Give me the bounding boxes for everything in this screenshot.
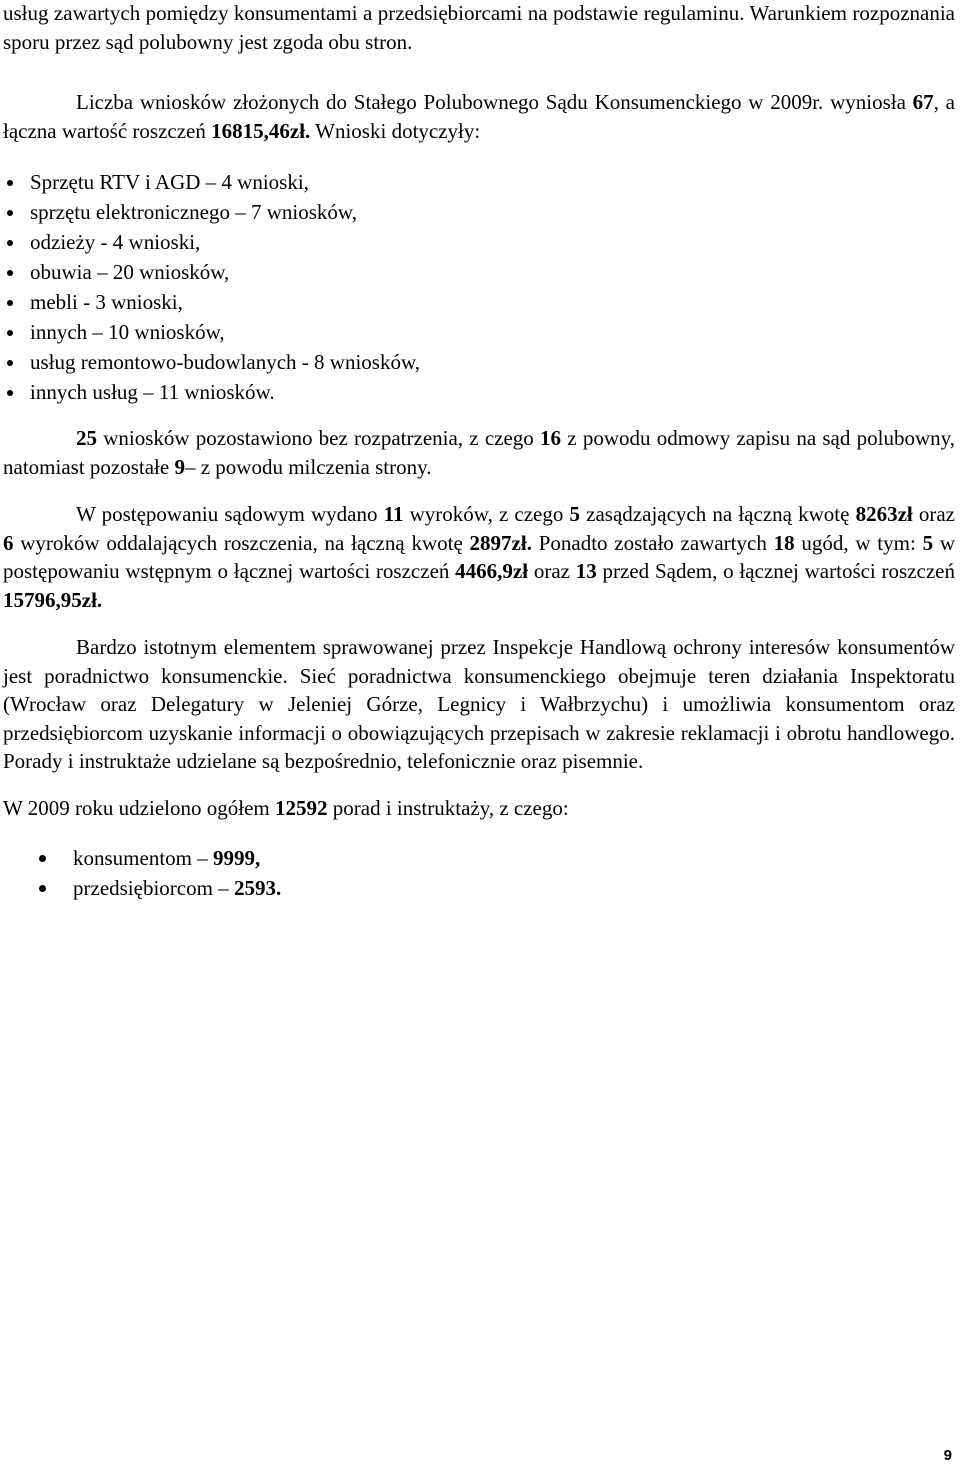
- bullet-icon: [7, 360, 13, 366]
- paragraph-bez-rozpatrzenia: 25 wniosków pozostawiono bez rozpatrzenia, z czego 16 z powodu odmowy zapisu na sąd polubowny, natomiast pozostałe 9– z powodu milczenia strony.: [3, 426, 955, 479]
- document-page: [3, 0, 955, 903]
- list-item: sprzętu elektronicznego – 7 wniosków,: [3, 197, 955, 227]
- paragraph-regulamin: usług zawartych pomiędzy konsumentami a przedsiębiorcami na podstawie regulaminu. Warunkiem rozpoznania sporu przez sąd polubowny jest zgoda obu stron.: [3, 1, 955, 54]
- paragraph-porady-2009: W 2009 roku udzielono ogółem 12592 porad i instruktaży, z czego:: [3, 795, 569, 820]
- bullet-icon: [7, 210, 13, 216]
- list-item: innych usług – 11 wniosków.: [3, 377, 955, 407]
- wnioski-category-list: [3, 167, 955, 407]
- bullet-icon: [7, 270, 13, 276]
- list-item: konsumentom – 9999,: [3, 843, 955, 873]
- bullet-icon: [39, 885, 46, 892]
- count-wnioski: 67: [912, 90, 934, 114]
- total-roszczen: 16815,46zł.: [211, 118, 311, 143]
- bullet-icon: [7, 390, 13, 396]
- list-item: Sprzętu RTV i AGD – 4 wnioski,: [3, 167, 955, 197]
- bullet-icon: [7, 300, 13, 306]
- page-number: 9: [943, 1447, 952, 1464]
- list-item: usług remontowo-budowlanych - 8 wniosków,: [3, 347, 955, 377]
- porady-recipient-list: [3, 843, 955, 903]
- list-item: mebli - 3 wnioski,: [3, 287, 955, 317]
- list-item: przedsiębiorcom – 2593.: [3, 873, 955, 903]
- list-item: odzieży - 4 wnioski,: [3, 227, 955, 257]
- list-item: obuwia – 20 wniosków,: [3, 257, 955, 287]
- paragraph-liczba-wnioskow: Liczba wniosków złożonych do Stałego Polubownego Sądu Konsumenckiego w 2009r. wyniosła 67, a łączna wartość roszczeń 16815,46zł. Wnioski dotyczyły:: [3, 90, 956, 143]
- paragraph-poradnictwo: Bardzo istotnym elementem sprawowanej przez Inspekcje Handlową ochrony interesów konsumentów jest poradnictwo konsumenckie. Sieć poradnictwa konsumenckiego obejmuje teren działania Inspektoratu (Wrocław oraz Delegatury w Jeleniej Górze, Legnicy i Wałbrzychu) i umożliwia konsumentom oraz przedsiębiorcom uzyskanie informacji o obowiązujących przepisach w zakresie reklamacji i obrotu handlowego. Porady i instruktaże udzielane są bezpośrednio, telefonicznie oraz pisemnie.: [3, 635, 955, 773]
- bullet-icon: [7, 180, 13, 186]
- list-item: innych – 10 wniosków,: [3, 317, 955, 347]
- bullet-icon: [7, 330, 13, 336]
- bullet-icon: [39, 855, 46, 862]
- bullet-icon: [7, 240, 13, 246]
- paragraph-postepowanie-sadowe: W postępowaniu sądowym wydano 11 wyroków, z czego 5 zasądzających na łączną kwotę 8263zł oraz 6 wyroków oddalających roszczenia, na łączną kwotę 2897zł. Ponadto zostało zawartych 18 ugód, w tym: 5 w postępowaniu wstępnym o łącznej wartości roszczeń 4466,9zł oraz 13 przed Sądem, o łącznej wartości roszczeń 15796,95zł.: [3, 502, 955, 612]
